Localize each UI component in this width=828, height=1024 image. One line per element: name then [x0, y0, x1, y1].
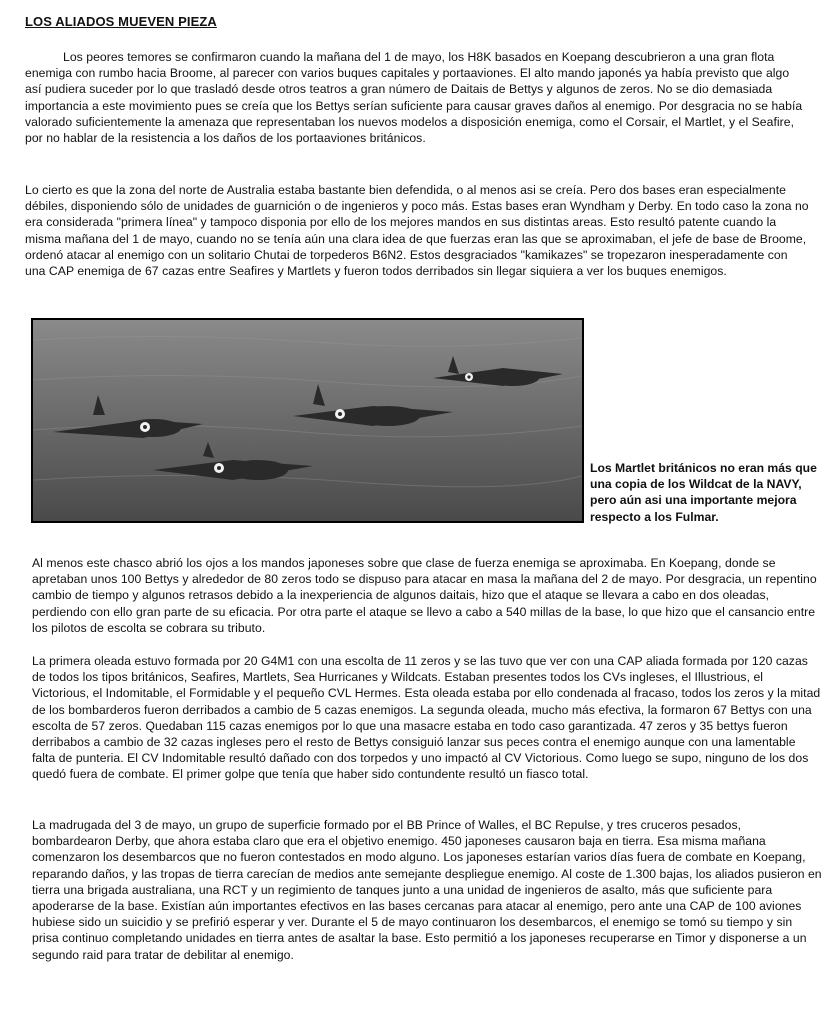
article-heading: LOS ALIADOS MUEVEN PIEZA — [25, 14, 217, 29]
paragraph-1 — [25, 49, 809, 146]
paragraph-1-text: Los peores temores se confirmaron cuando la mañana del 1 de mayo, los H8K basados en Koepang descubrieron a una gran flota enemiga con rumbo hacia Broome, al parecer con varios buques capitales y portaaviones. El alto mando japonés ya había previsto que algo así pudiera suceder por lo que trasladó desde otros teatros a gran número de Daitais de Bettys y algunos de zeros. No se dio demasiada importancia a este movimiento pues se creía que los Bettys serían suficiente para causar graves daños al enemigo. Por desgracia no se había valorado suficientemente la amenaza que representaban los nuevos modelos a disposición enemiga, como el Corsair, el Martlet, y el Seafire, por no hablar de la resistencia a los daños de los portaaviones británicos. — [25, 50, 803, 146]
paragraph-4: La primera oleada estuvo formada por 20 G4M1 con una escolta de 11 zeros y se las tuvo que ver con una CAP aliada formada por 120 cazas de todos los tipos británicos, Seafires, Martlets, Sea Hurricanes y Wildcats. Estaban presentes todos los CVs ingleses, el Illustrious, el Victorious, el Indomitable, el Formidable y el pequeño CVL Hermes. Esta oleada estaba por ello condenada al fracaso, todos los zeros y la mitad de los bombarderos fueron derribados a cambio de 5 cazas enemigos. La segunda oleada, mucho más efectiva, la formaron 67 Bettys con una escolta de 57 zeros. Quedaban 115 cazas enemigos por lo que una masacre estaba en todo caso garantizada. 47 zeros y 35 bettys fueron derribabos a cambio de 32 cazas ingleses pero el resto de Bettys consiguió lanzar sus peces contra el enemigo aunque con una lamentable falta de punteria. El CV Indomitable resultó dañado con dos torpedos y uno impactó al CV Victorious. Como luego se supo, ninguno de los dos quedó fuera de combate. El primer golpe que tenía que haber sido contundente resultó un fiasco total. — [32, 654, 821, 782]
paragraph-5: La madrugada del 3 de mayo, un grupo de superficie formado por el BB Prince of Walles, el BC Repulse, y tres cruceros pesados, bombardearon Derby, que ahora estaba claro que era el objetivo enemigo. 450 japoneses causaron baja en tierra. Esa misma mañana comenzaron los desembarcos que no fueron contestados en modo alguno. Los japoneses estarían varios días fuera de combate en Koepang, reparando daños, y las tropas de tierra carecían de medios ante semejante despliegue enemigo. Al coste de 1.300 bajas, los aliados pusieron en tierra una brigada australiana, una RCT y un regimiento de tanques junto a una unidad de ingenieros de asalto, más que suficiente para apoderarse de la base. Existían aún importantes efectivos en las bases cercanas para atacar al enemigo, pero ante una CAP de 100 aviones hubiese sido un suicidio y se prefirió esperar y ver. Durante el 5 de mayo continuaron los desembarcos, el enemigo se tomó su tiempo y sin prisa continuo completando unidades en tierra antes de asaltar la base. Esto permitió a los japoneses recuperarse en Timor y disponerse a un segundo raid para tratar de debilitar al enemigo. — [32, 818, 822, 962]
photo-caption: Los Martlet británicos no eran más que una copia de los Wildcat de la NAVY, pero aún asi una importante mejora respecto a los Fulmar. — [590, 461, 817, 524]
paragraph-2: Lo cierto es que la zona del norte de Australia estaba bastante bien defendida, o al menos asi se creía. Pero dos bases eran especialmente débiles, disponiendo sólo de unidades de guarnición o de ingenieros y poco más. Estas bases eran Wyndham y Derby. En todo caso la zona no era considerada "primera línea" y tampoco disponia por ello de los mejores mandos en sus distintas areas. Esto resultó patente cuando la misma mañana del 1 de mayo, cuando no se tenía aún una clara idea de que fuerzas eran las que se aproximaban, el jefe de base de Broome, ordenó atacar al enemigo con un solitario Chutai de torpederos B6N2. Estos desgraciados "kamikazes" se tropezaron inesperadamente con una CAP enemiga de 67 cazas entre Seafires y Martlets y fueron todos derribados sin llegar siquiera a ver los buques enemigos. — [25, 183, 809, 279]
martlet-aircraft-photo — [31, 318, 584, 523]
martlet-aircraft-photo-icon — [33, 320, 582, 521]
paragraph-3: Al menos este chasco abrió los ojos a los mandos japoneses sobre que clase de fuerza enemiga se aproximaba. En Koepang, donde se apretaban unos 100 Bettys y alrededor de 80 zeros todo se dispuso para atacar en masa la mañana del 2 de mayo. Por desgracia, un repentino cambio de tiempo y algunos retrasos debido a la inexperiencia de algunos daitais, hizo que el ataque se llevara a cabo en dos oleadas, perdiendo con ello gran parte de su eficacia. Por otra parte el ataque se llevo a cabo a 540 millas de la base, lo que hizo que el cansancio entre los pilotos de escolta se cobrara su tributo. — [32, 556, 817, 635]
